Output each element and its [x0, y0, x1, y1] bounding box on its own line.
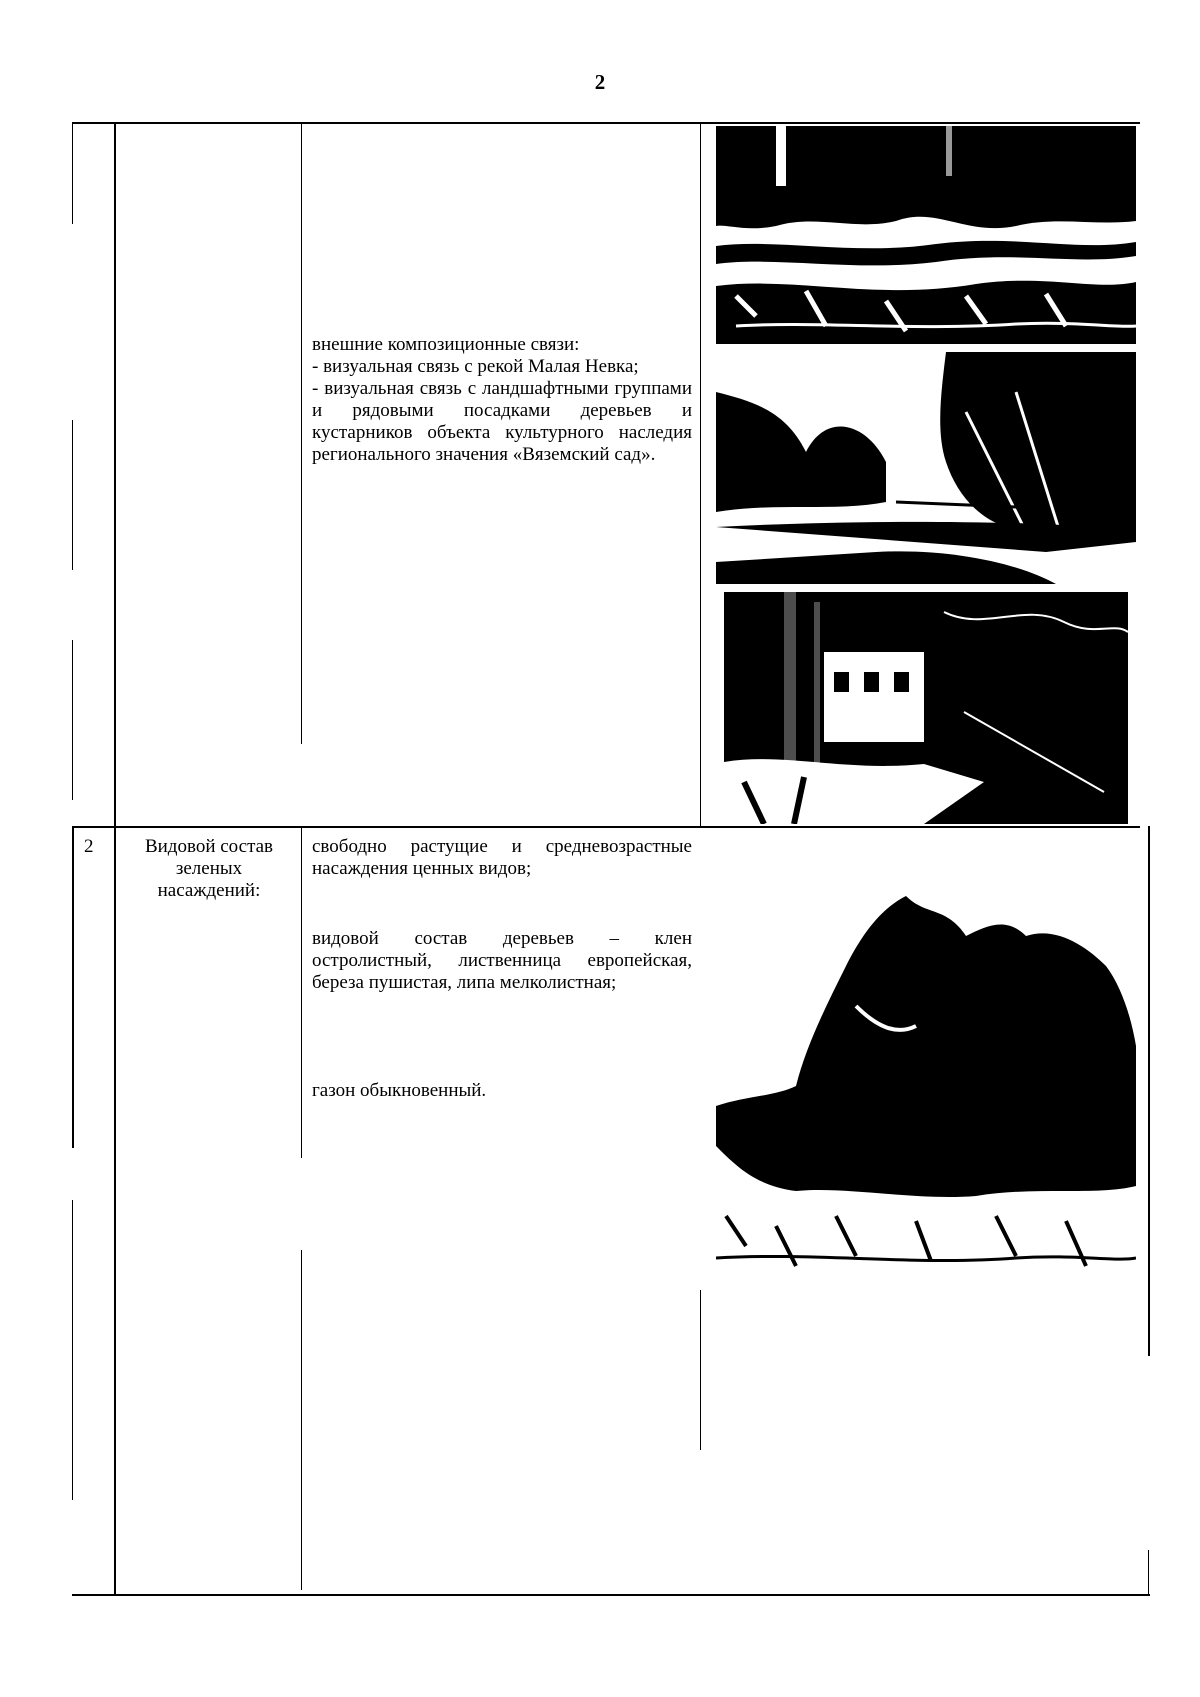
table-top-border [72, 122, 1140, 124]
table-right-border [1148, 826, 1150, 1356]
row-2-number: 2 [84, 836, 94, 857]
row-1-description [312, 334, 692, 466]
column-divider-2-seg [301, 1250, 302, 1590]
description-line: - визуальная связь с рекой Малая Невка; [312, 356, 639, 377]
description-line: - визуальная связь с ландшафтными группами и рядовыми посадками деревьев и кустарников объекта культурного наследия регионального значения «Вяземский сад». [312, 378, 692, 465]
table-left-border-seg [72, 828, 74, 1148]
table-right-border-seg [1148, 1550, 1149, 1595]
photo-park-road [716, 352, 1136, 584]
page-number: 2 [594, 70, 606, 94]
photo-trees-lawn [716, 886, 1136, 1278]
description-line: свободно растущие и средневозрастные насаждения ценных видов; [312, 836, 692, 879]
description-line: видовой состав деревьев – клен остролистный, лиственница европейская, береза пушистая, липа мелколистная; [312, 928, 692, 993]
row-2-description [312, 836, 692, 1102]
description-line: газон обыкновенный. [312, 1080, 487, 1101]
table-left-border-seg [72, 1200, 73, 1500]
table-left-border-seg [72, 640, 73, 800]
table-left-border [72, 124, 73, 224]
photo-park-slope [716, 126, 1136, 344]
photo-park-building [724, 592, 1128, 824]
table-bottom-border [72, 1594, 1150, 1596]
row-divider [72, 826, 1140, 828]
description-line: внешние композиционные связи: [312, 334, 580, 355]
column-divider-3-seg [700, 1290, 701, 1450]
column-divider-3 [700, 124, 701, 826]
row-2-name: Видовой состав зеленых насаждений: [144, 836, 274, 901]
column-divider-2-seg [301, 828, 302, 1158]
column-divider-1 [114, 124, 116, 1594]
table-left-border-seg [72, 420, 73, 570]
column-divider-2 [301, 124, 302, 744]
